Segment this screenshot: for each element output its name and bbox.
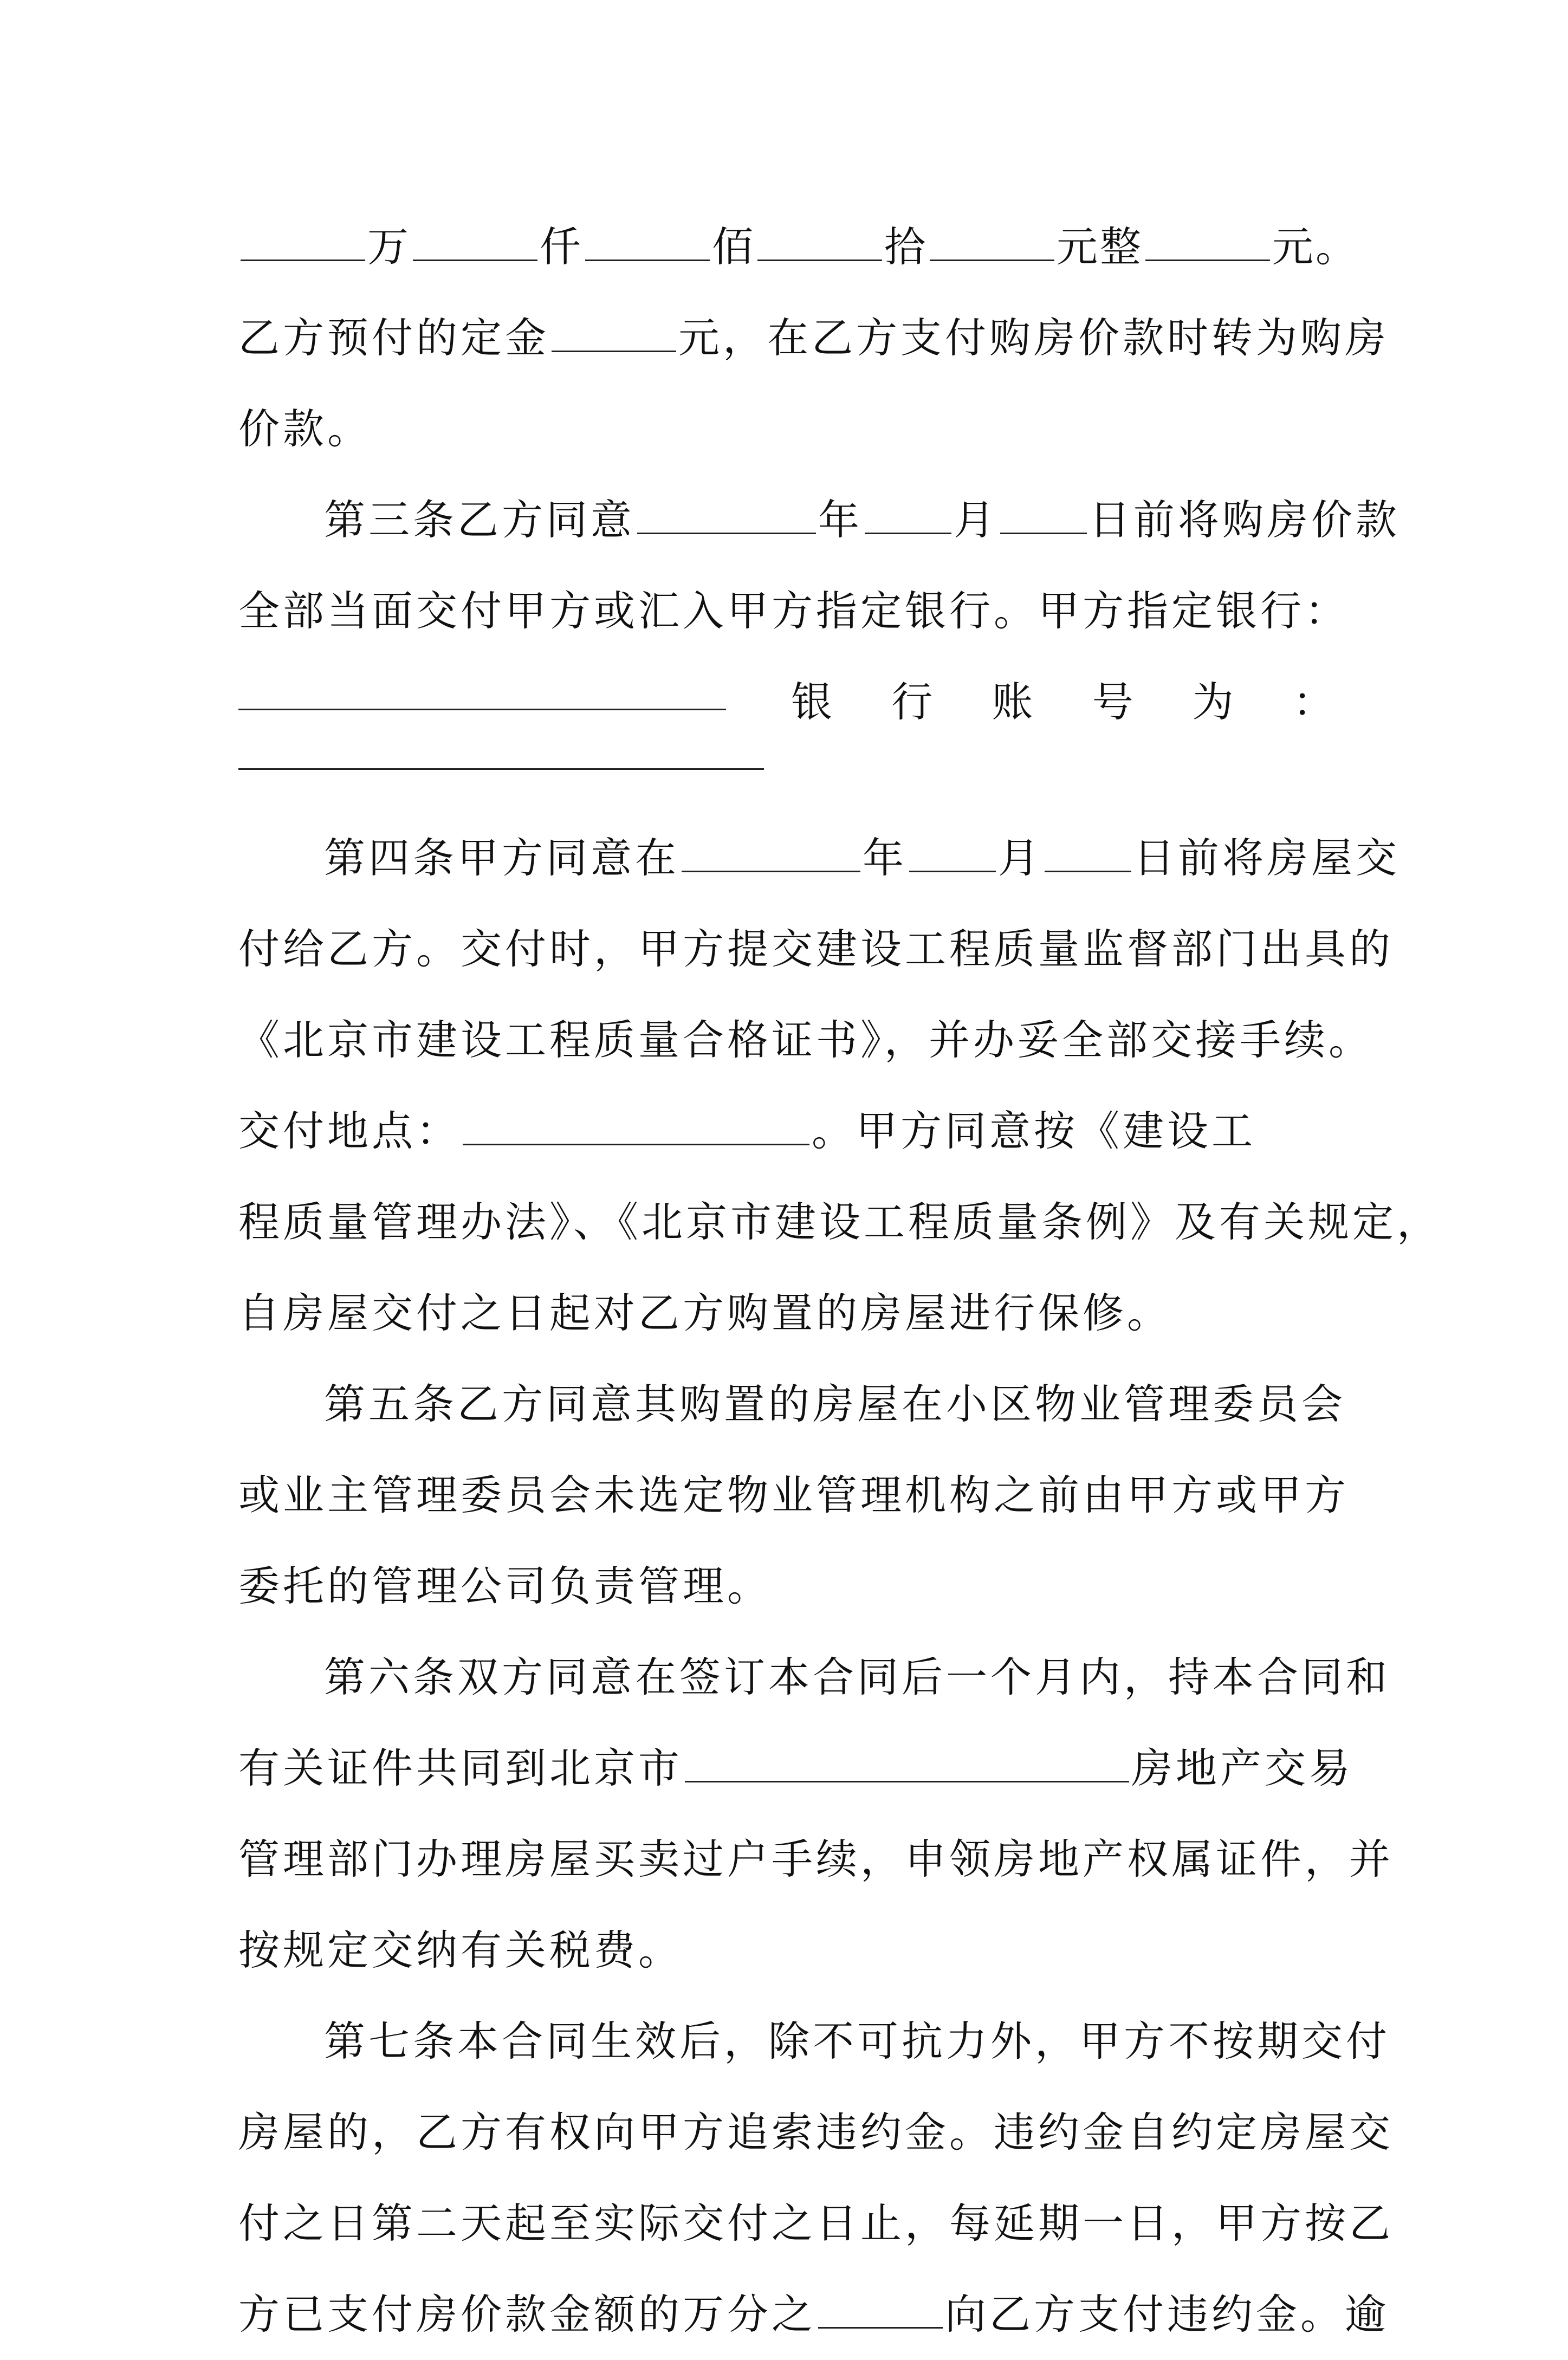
article-7-line-2: 房屋的，乙方有权向甲方追索违约金。违约金自约定房屋交 [238, 2108, 1394, 2156]
article-6-line-4: 按规定交纳有关税费。 [238, 1926, 683, 1974]
deposit-line [238, 293, 1389, 384]
unit-label: 元整 [1057, 223, 1143, 271]
unit-label: 万 [367, 223, 411, 271]
blank-field[interactable] [865, 498, 951, 534]
blank-field[interactable] [241, 225, 365, 261]
text-segment: 方已支付房价款金额的万分之 [238, 2290, 816, 2338]
district-blank[interactable] [685, 1746, 1129, 1782]
text-segment: 向乙方支付违约金。逾 [945, 2290, 1389, 2338]
blank-field[interactable] [637, 498, 816, 534]
article-4-line-1 [238, 813, 1400, 904]
account-number-blank[interactable] [238, 768, 764, 770]
text-segment: 月 [998, 834, 1042, 882]
text-segment: 月 [954, 496, 998, 544]
unit-label: 元。 [1272, 223, 1359, 271]
blank-field[interactable] [585, 225, 710, 261]
text-segment: 第三条乙方同意 [324, 496, 635, 544]
text-segment: 房地产交易 [1131, 1744, 1353, 1792]
text-segment: 年 [818, 496, 863, 544]
article-5-line-2: 或业主管理委员会未选定物业管理机构之前由甲方或甲方 [238, 1471, 1349, 1519]
amount-words-line [238, 202, 1359, 293]
spaced-char: ： [1292, 678, 1337, 726]
article-4-line-2: 付给乙方。交付时，甲方提交建设工程质量监督部门出具的 [238, 925, 1394, 973]
unit-label: 拾 [884, 223, 928, 271]
article-6-line-1: 第六条双方同意在签订本合同后一个月内，持本合同和 [324, 1653, 1390, 1701]
article-3-line-2: 全部当面交付甲方或汇入甲方指定银行。甲方指定银行： [238, 587, 1349, 635]
spaced-char: 行 [891, 678, 936, 726]
text-segment: 日前将房屋交 [1133, 834, 1400, 882]
text-segment: 年 [863, 834, 907, 882]
article-6-line-3: 管理部门办理房屋买卖过户手续，申领房地产权属证件，并 [238, 1835, 1394, 1883]
text-segment: 交付地点： [238, 1107, 461, 1155]
bank-name-blank[interactable] [238, 709, 726, 710]
blank-field[interactable] [909, 836, 996, 872]
blank-field[interactable] [930, 225, 1054, 261]
blank-field[interactable] [552, 316, 676, 352]
account-number-line [238, 748, 1337, 813]
blank-field[interactable] [757, 225, 882, 261]
blank-field[interactable] [1000, 498, 1087, 534]
contract-page [238, 202, 1441, 2360]
article-4-line-6: 自房屋交付之日起对乙方购置的房屋进行保修。 [238, 1289, 1171, 1337]
article-7-line-1: 第七条本合同生效后，除不可抗力外，甲方不按期交付 [324, 2017, 1390, 2065]
blank-field[interactable] [413, 225, 537, 261]
text-segment: 日前将购房价款 [1089, 496, 1400, 544]
article-5-line-1: 第五条乙方同意其购置的房屋在小区物业管理委员会 [324, 1380, 1346, 1428]
unit-label: 仟 [540, 223, 583, 271]
article-6-line-2 [238, 1723, 1353, 1814]
article-4-line-4 [238, 1086, 1337, 1177]
article-3-line-1 [238, 475, 1400, 566]
blank-field[interactable] [1045, 836, 1131, 872]
spaced-char: 为 [1192, 678, 1237, 726]
text-segment: 乙方预付的定金 [238, 314, 549, 362]
text-segment: 第四条甲方同意在 [324, 834, 679, 882]
blank-field[interactable] [682, 836, 860, 872]
spaced-char: 银 [791, 678, 835, 726]
spaced-char: 号 [1092, 678, 1137, 726]
spaced-char: 账 [992, 678, 1036, 726]
text-line: 价款。 [238, 405, 372, 453]
unit-label: 佰 [712, 223, 755, 271]
blank-field[interactable] [1145, 225, 1270, 261]
article-4-line-5: 程质量管理办法》、《北京市建设工程质量条例》及有关规定， [238, 1198, 1441, 1246]
article-7-line-4 [238, 2269, 1389, 2360]
article-7-line-3: 付之日第二天起至实际交付之日止，每延期一日，甲方按乙 [238, 2199, 1394, 2247]
text-segment: 元，在乙方支付购房价款时转为购房 [678, 314, 1389, 362]
penalty-rate-blank[interactable] [818, 2292, 943, 2329]
delivery-location-blank[interactable] [463, 1109, 809, 1145]
text-segment: 有关证件共同到北京市 [238, 1744, 683, 1792]
article-5-line-3: 委托的管理公司负责管理。 [238, 1562, 772, 1610]
bank-account-line [238, 657, 1337, 748]
article-4-line-3: 《北京市建设工程质量合格证书》，并办妥全部交接手续。 [238, 1016, 1373, 1064]
text-segment: 。甲方同意按《建设工 [812, 1107, 1256, 1155]
